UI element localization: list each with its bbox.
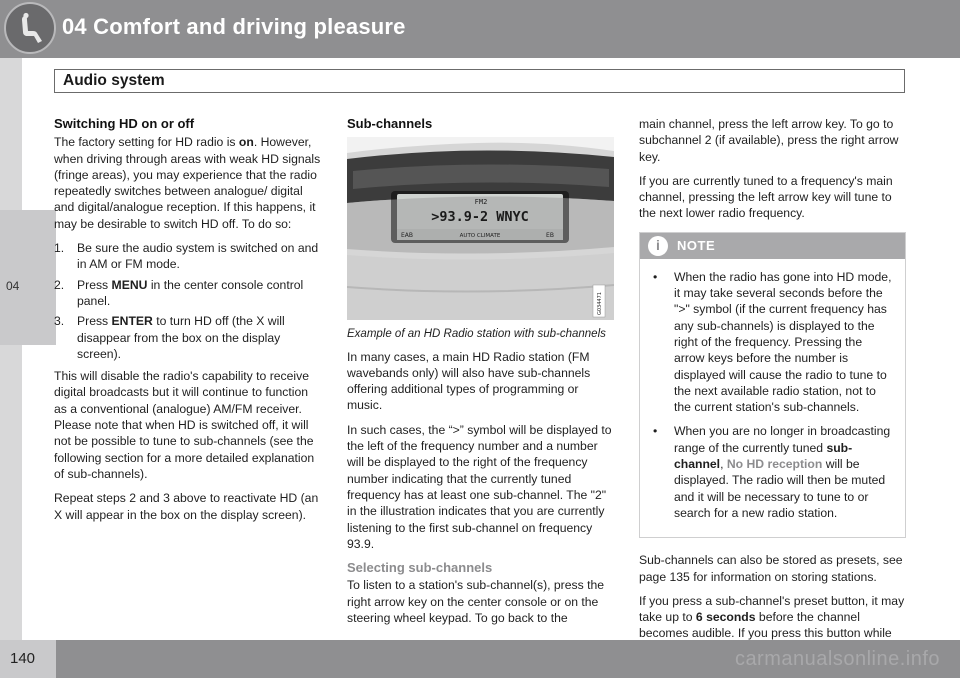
display-left-label: EAB [400,232,414,240]
dashboard-illustration [347,137,614,320]
text: before the channel becomes audible. If you press this button while [639,610,892,641]
page-footer [0,640,960,678]
note-list [650,269,895,521]
paragraph [54,134,322,232]
paragraph: Repeat steps 2 and 3 above to reactivate HD (an X will appear in the box on the display screen). [54,491,319,522]
paragraph: This will disable the radio's capability to receive digital broadcasts but it will continue to function as a conventional (analogue) AM/FM receiver. Please note that when HD is switched off, it will not be possible to tune to sub-channels (see the following section for a more detailed explanation of sub-channels). [54,369,315,481]
step-number: 2. [54,277,65,292]
paragraph: In many cases, a main HD Radio station (FM wavebands only) will also have sub-channels offering additional types of programming or music. [347,349,591,413]
paragraph [639,593,906,642]
display-message-text: No HD reception [726,457,823,472]
steps-list [54,240,322,362]
radio-display-figure [347,137,614,320]
side-margin [0,58,22,640]
chapter-tab [0,210,56,345]
text: The factory setting for HD radio is [54,135,239,150]
chapter-tab-number: 04 [6,279,20,293]
info-icon [648,236,668,256]
text: . However, when driving through areas with weak HD signals (fringe areas), you may experience that the radio repeatedly switches between analogue/ digital and digital/analogue reception. If this happens, it may be desirable to switch HD off. To do so: [54,135,321,231]
text: Be sure the audio system is switched on and in AM or FM mode. [77,241,319,272]
section-header [54,69,905,93]
note-title: NOTE [677,237,716,253]
chapter-header [0,0,960,58]
figure-code: G034471 [597,292,603,316]
text: If you press a sub-channel's preset button, it may take up to [639,593,905,625]
list-item [650,423,895,521]
text: When the radio has gone into HD mode, it may take several seconds before the ">" symbol (if the current frequency has any sub-channels) is displayed to the right of the frequency. Pressing the arrow keys before the number is displayed will cause the radio to tune to the next available radio station, not to the current station's sub-channels. [674,269,892,415]
step-number: 1. [54,241,65,256]
column-middle [347,116,614,634]
paragraph: In such cases, the “>” symbol will be displayed to the left of the frequency number and a number will be displayed to the right of the frequency number indicating that the currently tuned frequency has at least one sub-channel. The "2" in the illustration indicates that you are currently listening to the first sub-channel on frequency 93.9. [347,422,612,551]
text: , [720,457,727,472]
heading-sub-channels: Sub-channels [347,116,433,131]
chapter-title: 04 Comfort and driving pleasure [62,14,406,39]
heading-selecting-sub-channels: Selecting sub-channels [347,560,493,576]
paragraph: To listen to a station's sub-channel(s), press the right arrow key on the center console or on the steering wheel keypad. To go back to the [347,578,605,626]
text: Press [77,277,112,292]
step-number: 3. [54,314,65,329]
bullet: • [653,424,658,439]
paragraph: If you are currently tuned to a frequency's main channel, pressing the left arrow key will tune to the next lower radio frequency. [639,173,893,221]
seat-icon [4,2,56,54]
text-bold: sub-channel [674,440,853,472]
text: to turn HD off (the X will disappear from the box on the display screen). [77,314,285,361]
heading-switching-hd: Switching HD on or off [54,116,195,131]
figure-caption: Example of an HD Radio station with sub-channels [347,328,606,341]
text: When you are no longer in broadcasting range of the currently tuned [674,424,891,455]
section-title: Audio system [63,72,165,89]
note-box [639,232,906,538]
display-band-text: FM2 [474,198,488,207]
text: Press [77,314,112,329]
bullet: • [653,269,658,284]
list-item [54,313,322,362]
column-right [639,116,906,650]
text-bold: MENU [111,277,148,292]
info-icon-glyph: i [656,236,660,253]
paragraph: main channel, press the left arrow key. To go to subchannel 2 (if available), press the right arrow key. [639,117,899,164]
display-climate-label: AUTO CLIMATE [459,233,501,240]
list-item [650,269,895,416]
watermark: carmanualsonline.info [734,648,940,670]
note-header [640,233,905,259]
display-frequency-text: >93.9-2 WNYC [431,209,529,226]
column-left [54,116,322,531]
text-bold: 6 seconds [695,610,756,625]
page-number-box [0,640,56,678]
page-number: 140 [10,650,36,667]
list-item [54,277,322,310]
text-bold: ENTER [111,314,153,329]
note-body [640,259,905,537]
paragraph: Sub-channels can also be stored as presets, see page 135 for information on storing stations. [639,553,903,584]
list-item [54,240,322,273]
display-right-label: EB [546,232,554,240]
text: in the center console control panel. [77,277,304,308]
text-bold: on [238,135,254,150]
text: will be displayed. The radio will then be muted and it will be necessary to tune to or search for a new radio station. [674,457,886,520]
